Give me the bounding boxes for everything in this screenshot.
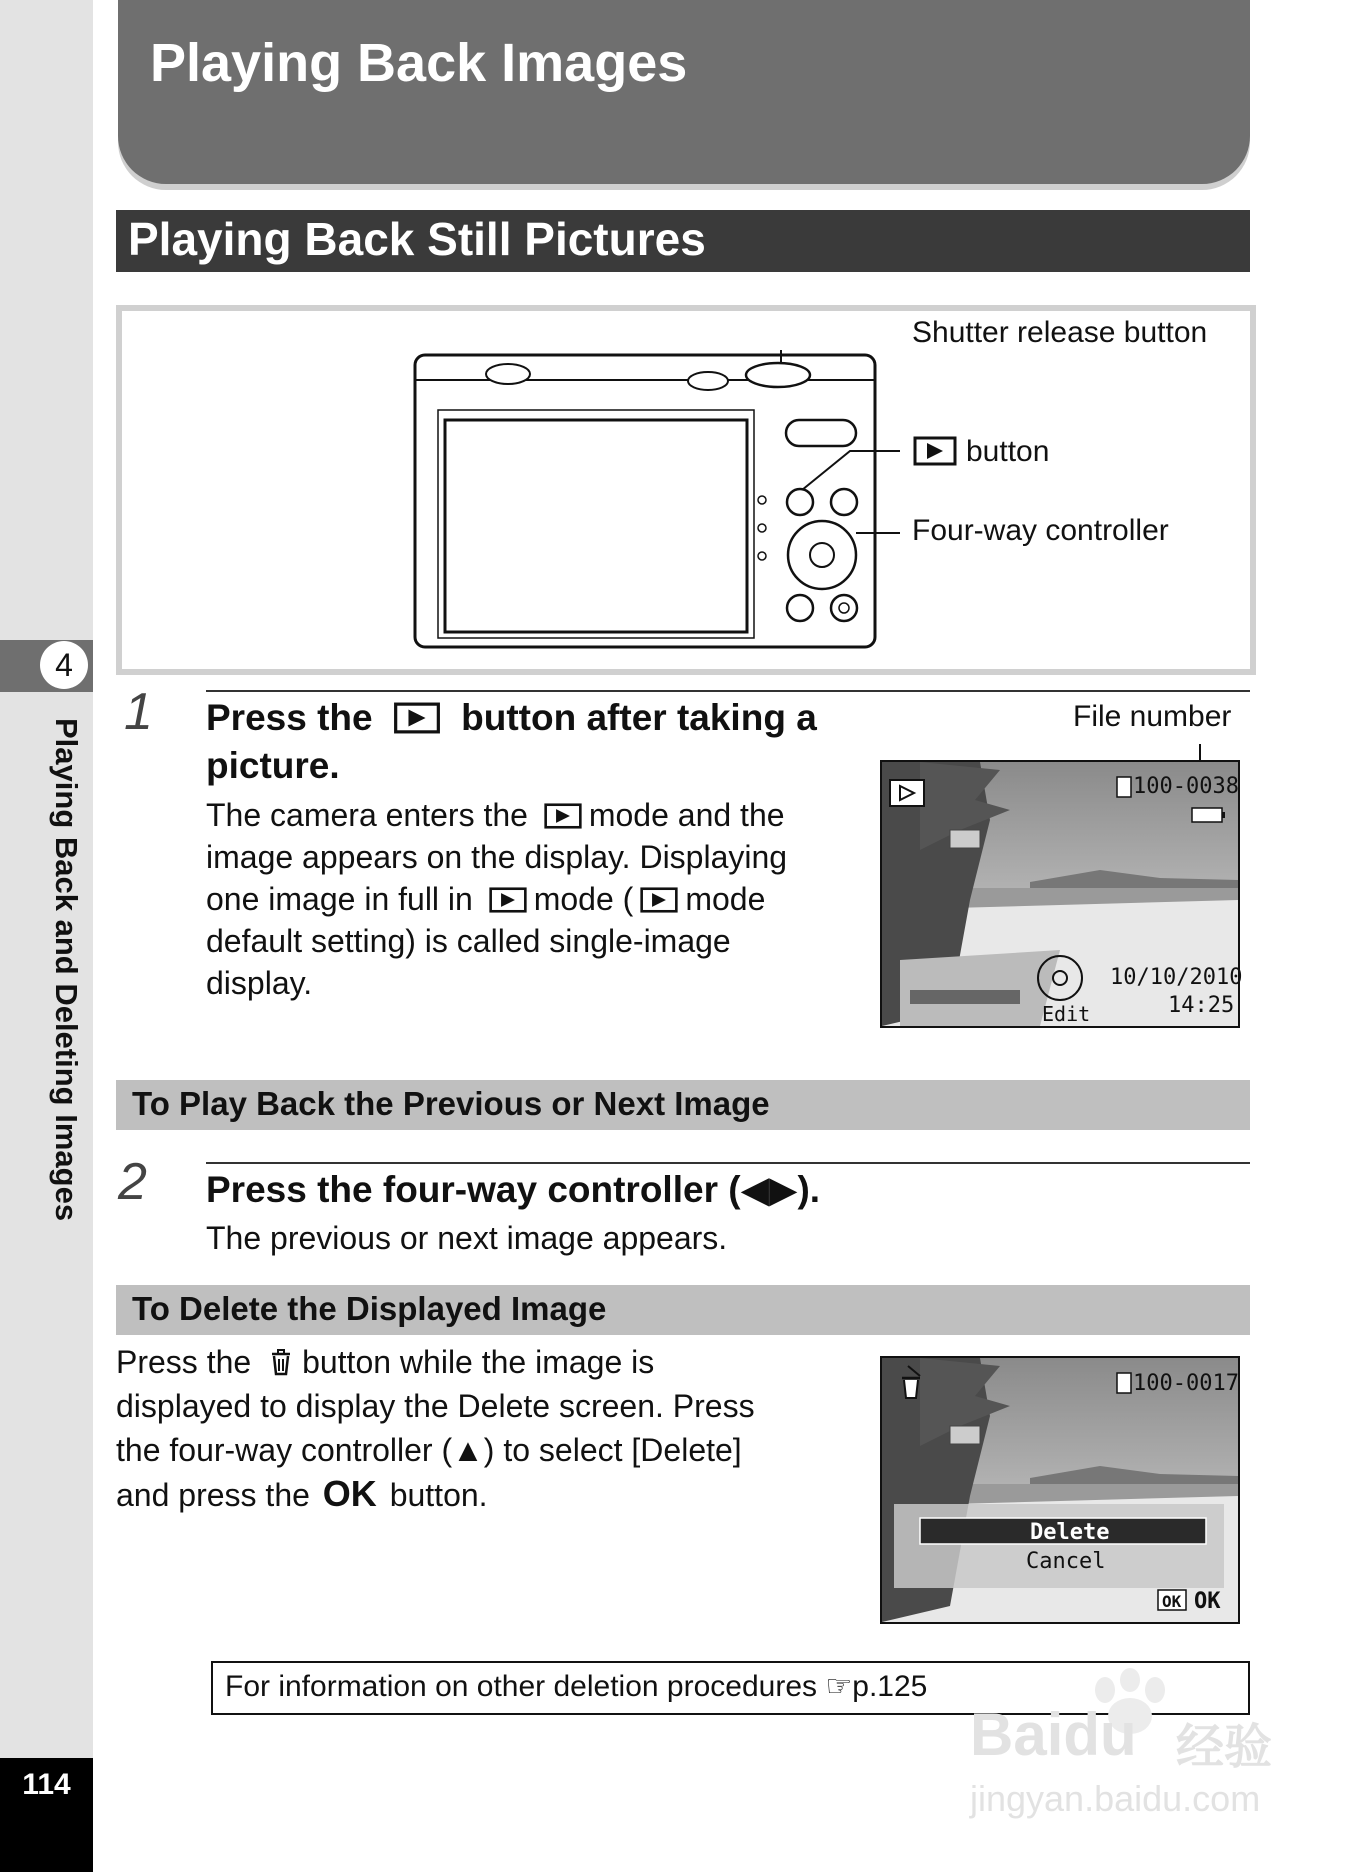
camera-illustration (410, 350, 910, 660)
screen1-date: 10/10/2010 (1110, 965, 1243, 990)
ok-button-glyph: OK (322, 1473, 377, 1514)
note-main-text: For information on other deletion procedures (225, 1670, 818, 1703)
watermark-cn: 经验 (1176, 1721, 1273, 1774)
watermark-brand-a: Bai (970, 1701, 1064, 1768)
screen1-file-number: 100-0038 (1133, 774, 1239, 799)
step-1-body (206, 794, 846, 1004)
subsection-title-prev-next: To Play Back the Previous or Next Image (132, 1085, 770, 1122)
playback-icon (913, 436, 957, 466)
note-text (225, 1669, 927, 1704)
delete-l4a: and press the (116, 1477, 310, 1513)
menu-item-delete: Delete (1030, 1520, 1110, 1545)
delete-line4 (116, 1472, 856, 1517)
delete-l1b: button while the image is (302, 1344, 655, 1380)
menu-item-cancel: Cancel (1026, 1549, 1106, 1574)
delete-l4b: button. (389, 1477, 488, 1513)
label-playback-button: button (966, 435, 1050, 468)
step-1-head-c: picture. (206, 745, 340, 786)
step-1-b3c: mode (685, 881, 766, 917)
watermark-url: jingyan.baidu.com (970, 1778, 1261, 1819)
step-1-body-line1 (206, 794, 846, 836)
file-number-label: File number (1073, 700, 1232, 733)
delete-instructions (116, 1340, 856, 1517)
step-1-b1a: The camera enters the (206, 797, 528, 833)
chapter-title (48, 718, 108, 1298)
step-1-head-a: Press the (206, 697, 373, 738)
step-2-rule (206, 1162, 1250, 1164)
step-1-b3b: mode ( (533, 881, 634, 917)
playback-icon (543, 803, 583, 829)
battery-icon (1192, 808, 1222, 822)
step-1-head-b: button after taking a (461, 697, 817, 738)
playback-mode-icon (890, 780, 924, 806)
screen1-edit-label: Edit (1042, 1002, 1091, 1026)
step-2-heading: Press the four-way controller (◀▶). (206, 1169, 821, 1210)
screen1-time: 14:25 (1168, 993, 1235, 1018)
step-1-heading-line1 (206, 694, 817, 742)
step-2-number: 2 (118, 1153, 147, 1211)
ok-badge-text: OK (1162, 1592, 1182, 1611)
screen2-file-number: 100-0017 (1133, 1371, 1239, 1396)
playback-icon (488, 887, 528, 913)
step-1-body-line4: default setting) is called single-image (206, 923, 731, 959)
label-shutter-release: Shutter release button (912, 316, 1208, 349)
trash-icon (266, 1347, 296, 1377)
step-1-b3a: one image in full in (206, 881, 473, 917)
playback-icon (391, 702, 443, 734)
memory-card-icon (1117, 777, 1131, 797)
chapter-number: 4 (40, 641, 88, 689)
watermark-brand-b: du (1063, 1701, 1137, 1768)
ok-label: OK (1194, 1589, 1221, 1614)
label-four-way-controller: Four-way controller (912, 514, 1169, 547)
section-title: Playing Back Still Pictures (128, 213, 706, 265)
delete-line1 (116, 1340, 856, 1384)
page-title: Playing Back Images (150, 33, 688, 93)
step-1-body-line5: display. (206, 965, 313, 1001)
delete-screen-image (880, 1356, 1240, 1624)
delete-l1a: Press the (116, 1344, 252, 1380)
step-1-number: 1 (124, 683, 153, 741)
page-number: 114 (22, 1768, 71, 1801)
step-1-body-line3 (206, 878, 846, 920)
delete-line2: displayed to display the Delete screen. Press (116, 1388, 755, 1424)
step-1-b1b: mode and the (588, 797, 785, 833)
step-1-body-line2: image appears on the display. Displaying (206, 839, 788, 875)
watermark-brand (970, 1700, 1137, 1769)
delete-line3: the four-way controller (▲) to select [Delete] (116, 1432, 742, 1468)
step-1-rule (206, 690, 1250, 692)
chapter-title-text: Playing Back and Deleting Images (49, 718, 84, 1222)
playback-icon (639, 887, 679, 913)
note-page-link[interactable]: ☞p.125 (825, 1670, 928, 1703)
step-2-body: The previous or next image appears. (206, 1220, 728, 1256)
memory-card-icon (1117, 1373, 1131, 1393)
subsection-title-delete: To Delete the Displayed Image (132, 1290, 607, 1327)
